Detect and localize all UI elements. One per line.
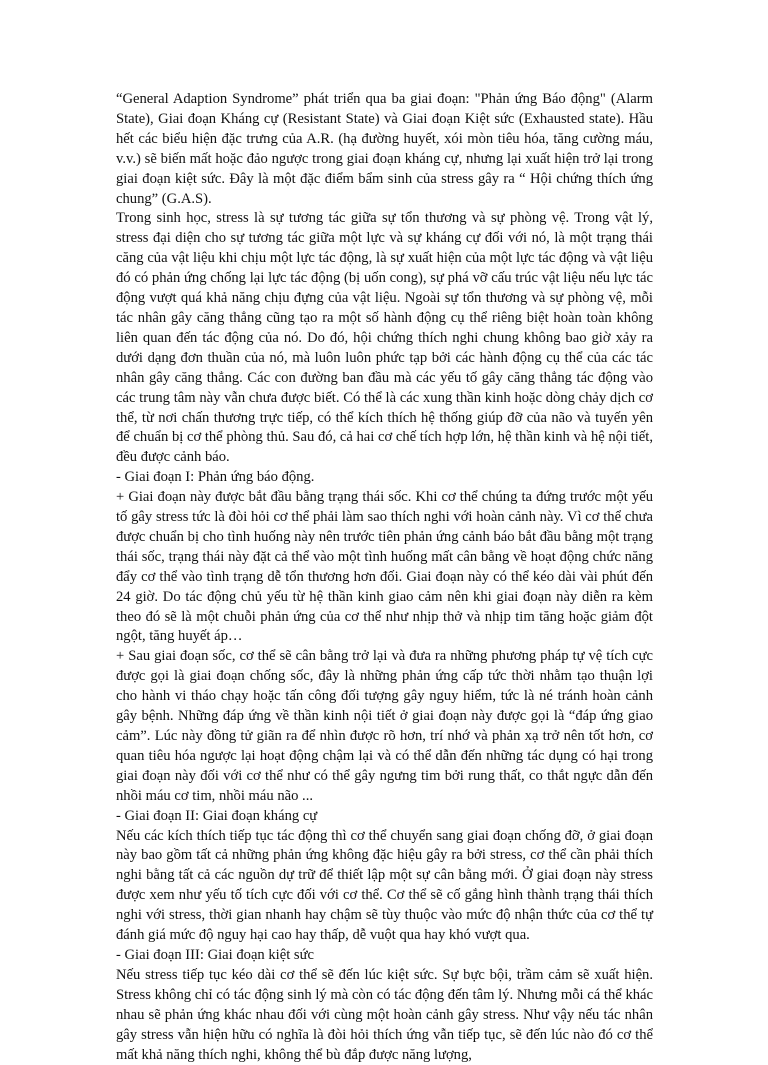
heading-stage-3: - Giai đoạn III: Giai đoạn kiệt sức [116,946,314,963]
paragraph-stage-1-countershock: + Sau giai đoạn sốc, cơ thể sẽ cân bằng trở lại và đưa ra những phương pháp tự vệ tích cực được gọi là giai đoạn chống sốc, đây là những phản ứng cấp tức thời nhằm tạo thuận lợi cho hành vi tháo chạy hoặc tấn công đối tượng gây nguy hiểm, tức là né tránh hoàn cảnh gây bệnh. Những đáp ứng về thần kinh nội tiết ở giai đoạn này được gọi là “đáp ứng giao cảm”. Lúc này đồng tử giãn ra để nhìn được rõ hơn, trí nhớ và phản xạ trở nên tốt hơn, cơ quan tiêu hóa ngược lại hoạt động chậm lại và có thể dẫn đến những tác dụng có hại trong giai đoạn này đối với cơ thể như có thể gây ngưng tim bởi rung thất, co thắt ngực dẫn đến nhồi máu cơ tim, nhồi máu não ... [116,648,653,804]
document-page [116,90,653,1065]
paragraph-gas-intro: “General Adaption Syndrome” phát triển qua ba giai đoạn: "Phản ứng Báo động" (Alarm State), Giai đoạn Kháng cự (Resistant State) và Giai đoạn Kiệt sức (Exhausted state). Hầu hết các biểu hiện đặc trưng của A.R. (hạ đường huyết, xói mòn tiêu hóa, tăng cường máu, v.v.) sẽ biến mất hoặc đảo ngược trong giai đoạn kháng cự, nhưng lại xuất hiện trở lại trong giai đoạn kiệt sức. Đây là một đặc điểm bẩm sinh của stress gây ra “ Hội chứng thích ứng chung” (G.A.S). [116,91,653,207]
paragraph-biology-physics: Trong sinh học, stress là sự tương tác giữa sự tổn thương và sự phòng vệ. Trong vật lý, stress đại diện cho sự tương tác giữa một lực và sự kháng cự đối với nó, là một trạng thái căng của vật liệu khi chịu một lực tác động, là sự xuất hiện của một lực tác động và vật liệu đó có phản ứng chống lại lực tác động (bị uốn cong), sự phá vỡ cấu trúc vật liệu nếu lực tác động vượt quá khả năng chịu đựng của vật liệu. Ngoài sự tổn thương và sự phòng vệ, mỗi tác nhân gây căng thẳng cũng tạo ra một số hành động cụ thể riêng biệt hoàn toàn không liên quan đến tác động của nó. Do đó, hội chứng thích nghi chung không bao giờ xảy ra dưới dạng đơn thuần của nó, mà luôn luôn phức tạp bởi các hành động cụ thể của các tác nhân gây căng thẳng. Các con đường ban đầu mà các yếu tố gây căng thẳng tác động vào các trung tâm này vẫn chưa được biết. Có thể là các xung thần kinh hoặc dòng chảy dịch cơ thể, từ nơi chấn thương trực tiếp, có thể kích thích hệ thống giúp đỡ của não và tuyến yên để chuẩn bị cơ thể phòng thủ. Sau đó, cả hai cơ chế tích hợp lớn, hệ thần kinh và hệ nội tiết, đều được cảnh báo. [116,210,653,466]
heading-stage-2: - Giai đoạn II: Giai đoạn kháng cự [116,807,318,824]
paragraph-stage-1-shock: + Giai đoạn này được bắt đầu bằng trạng thái sốc. Khi cơ thể chúng ta đứng trước một yếu tố gây stress tức là đòi hỏi cơ thể phải làm sao thích nghi với hoàn cảnh này. Vì cơ thể chưa được chuẩn bị cho tình huống này nên trước tiên phản ứng cảnh báo bắt đầu bằng một trạng thái sốc, trạng thái này đặt cả thể vào một tình huống mất cân bằng về hoạt động chức năng đẩy cơ thể vào tình trạng dễ tổn thương hơn đối. Giai đoạn này có thể kéo dài vài phút đến 24 giờ. Do tác động chủ yếu từ hệ thần kinh giao cảm nên khi giai đoạn này diễn ra kèm theo đó sẽ là một chuỗi phản ứng của cơ thể như nhịp thở và nhịp tim tăng hoặc giảm đột ngột, tăng huyết áp… [116,489,653,645]
paragraph-stage-2: Nếu các kích thích tiếp tục tác động thì cơ thể chuyển sang giai đoạn chống đỡ, ở giai đoạn này bao gồm tất cả những phản ứng không đặc hiệu gây ra bởi stress, cơ thể cần phải thích nghi bằng tất cả các nguồn dự trữ để thiết lập một sự cân bằng mới. Ở giai đoạn này stress được xem như yếu tố tích cực đối với cơ thể. Cơ thể sẽ cố gắng hình thành trạng thái thích nghi với stress, thời gian nhanh hay chậm sẽ tùy thuộc vào mức độ nhận thức của cơ thể tự đánh giá mức độ nguy hại cao hay thấp, dễ vuột qua hay khó vượt qua. [116,827,653,944]
paragraph-stage-3: Nếu stress tiếp tục kéo dài cơ thể sẽ đến lúc kiệt sức. Sự bực bội, trầm cảm sẽ xuất hiện. Stress không chỉ có tác động sinh lý mà còn có tác động đến tâm lý. Nhưng mỗi cá thể khác nhau sẽ phản ứng khác nhau đối với cùng một hoàn cảnh gây stress. Như vậy nếu tác nhân gây stress vẫn hiện hữu có nghĩa là đòi hỏi thích ứng vẫn tiếp tục, sẽ đến lúc nào đó cơ thể mất khả năng thích nghi, không thể bù đắp được năng lượng, [116,966,653,1063]
heading-stage-1: - Giai đoạn I: Phản ứng báo động. [116,469,315,486]
